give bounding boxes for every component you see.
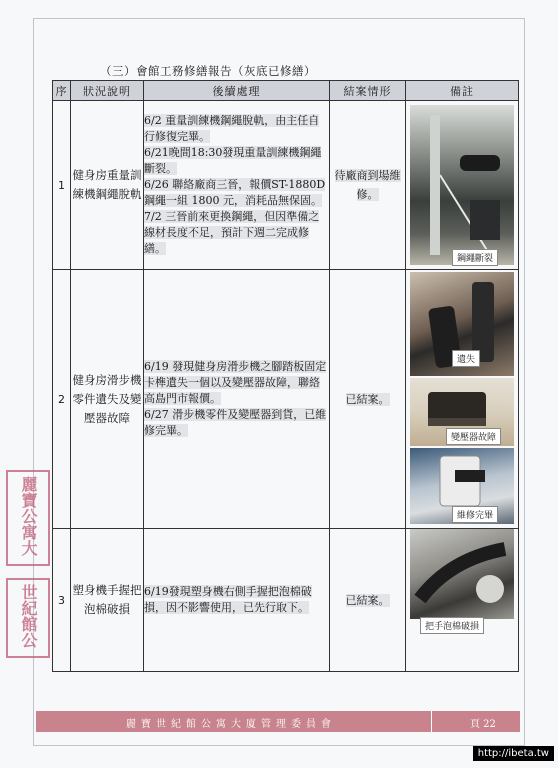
- followup-entry: 6/26 聯絡廠商三晉，報價ST-1880D 鋼繩一組 1800 元，消耗品無保固。: [144, 178, 326, 207]
- row-followup: [144, 270, 330, 529]
- row-followup: [144, 101, 330, 270]
- grip-illustration: [410, 529, 515, 619]
- row-condition: 塑身機手握把泡棉破損: [71, 529, 144, 672]
- row-status: [330, 529, 406, 672]
- source-watermark: http://ibeta.tw: [473, 746, 554, 761]
- table-row: [53, 101, 519, 270]
- foam-grip-photo: [410, 529, 514, 619]
- header-seq: 序: [53, 81, 71, 101]
- status-text: 已結案。: [345, 392, 390, 406]
- row-seq: 1: [53, 101, 71, 270]
- row-note: [406, 101, 519, 270]
- page-footer: [36, 711, 520, 732]
- status-text: 待廠商到場維修。: [334, 169, 401, 201]
- header-followup: 後續處理: [144, 81, 330, 101]
- seal-stamp-lower: 世紀館公: [6, 578, 50, 658]
- photo-caption: 把手泡棉破損: [420, 617, 484, 634]
- row-seq: 2: [53, 270, 71, 529]
- footer-page-number: 頁 22: [470, 719, 496, 730]
- repair-report-table: [52, 80, 519, 672]
- table-row: [53, 529, 519, 672]
- row-note: [406, 270, 519, 529]
- photo-caption: 遺失: [452, 350, 480, 367]
- row-followup: [144, 529, 330, 672]
- header-condition: 狀況說明: [71, 81, 144, 101]
- table-header-row: [53, 81, 519, 101]
- row-condition: 健身房重量訓練機鋼繩脫軌: [71, 101, 144, 270]
- row-status: [330, 270, 406, 529]
- photo-caption: 變壓器故障: [446, 428, 501, 445]
- followup-entry: 6/21晚間18:30發現重量訓練機鋼繩斷裂。: [144, 146, 322, 175]
- header-status: 結案情形: [330, 81, 406, 101]
- followup-entry: 6/27 滑步機零件及變壓器到貨，已維修完畢。: [144, 408, 327, 437]
- row-seq: 3: [53, 529, 71, 672]
- followup-entry: 7/2 三晉前來更換鋼繩，但因準備之線材長度不足，預計下週二完成修繕。: [144, 210, 320, 255]
- followup-entry: 6/19 發現健身房滑步機之腳踏板固定卡榫遺失一個以及變壓器故障，聯絡高島門市報價。: [144, 360, 327, 405]
- footer-divider: [431, 711, 432, 732]
- header-note: 備註: [406, 81, 519, 101]
- gym-machine-illustration: [410, 105, 515, 265]
- table-row: [53, 270, 519, 529]
- section-title: （三）會館工務修繕報告（灰底已修繕）: [100, 64, 316, 78]
- row-status: [330, 101, 406, 270]
- row-condition: 健身房滑步機零件遺失及變壓器故障: [71, 270, 144, 529]
- photo-caption: 維修完畢: [452, 506, 498, 523]
- seal-stamp-upper: 麗寶公寓大: [6, 470, 50, 566]
- followup-entry: 6/19發現塑身機右側手握把泡棉破損，因不影響使用，已先行取下。: [144, 585, 312, 614]
- footer-organization: 麗寶世紀館公寓大廈管理委員會: [126, 719, 336, 730]
- row-note: [406, 529, 519, 672]
- photo-caption: 鋼繩斷裂: [452, 249, 498, 266]
- followup-entry: 6/2 重量訓練機鋼繩脫軌，由主任自行修復完畢。: [144, 114, 320, 143]
- cable-photo: [410, 105, 514, 265]
- status-text: 已結案。: [345, 593, 390, 607]
